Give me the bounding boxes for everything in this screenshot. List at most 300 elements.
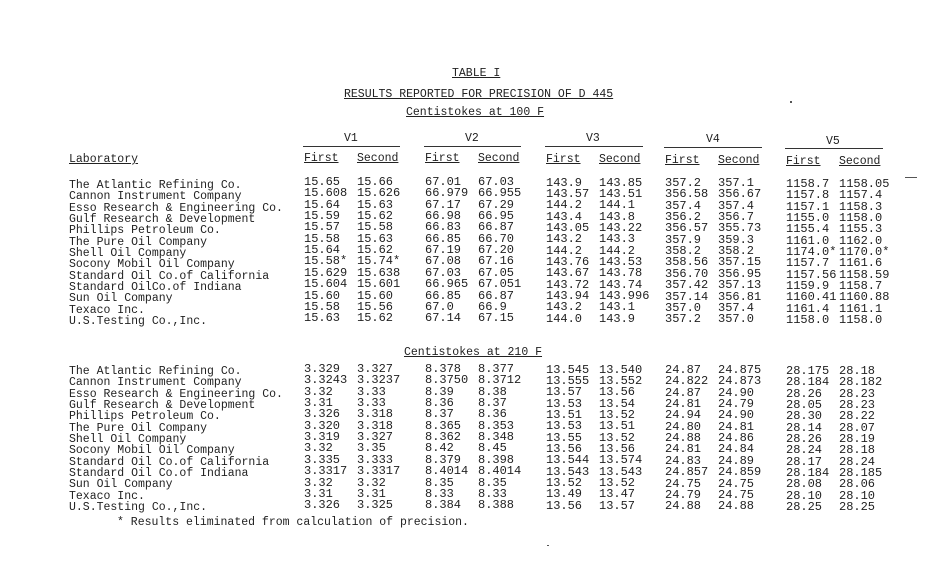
lab-name: Gulf Research & Development	[69, 213, 256, 227]
subheader-v2-first: First	[425, 152, 460, 165]
value-cell: 1158.05	[839, 176, 890, 191]
lab-name: Standard Oil Co.of Indiana	[69, 467, 249, 481]
value-cell: 3.320	[304, 418, 341, 433]
value-cell: 1157.7	[786, 256, 830, 271]
value-cell: 1162.0	[839, 233, 883, 248]
value-cell: 28.10	[786, 488, 823, 503]
lab-list-210f	[69, 366, 283, 513]
value-cell: 3.31	[304, 486, 333, 501]
value-cell: 66.965	[425, 277, 469, 292]
group-header-v1: V1	[344, 132, 358, 145]
value-cell: 13.56	[599, 385, 636, 400]
value-cell: 13.57	[599, 498, 636, 513]
value-cell: 24.90	[718, 385, 755, 400]
value-cell: 67.29	[478, 197, 515, 212]
value-cell: 28.22	[839, 409, 876, 424]
value-cell: 359.3	[718, 232, 755, 247]
value-cell: 67.19	[425, 243, 462, 258]
value-cell: 143.51	[599, 186, 643, 201]
value-cell: 66.85	[425, 288, 462, 303]
value-cell: 15.59	[304, 209, 341, 224]
value-cell: 1161.0	[786, 233, 830, 248]
value-cell: 1158.7	[786, 176, 830, 191]
subheader-v3-second: Second	[599, 153, 641, 166]
value-cell: 13.552	[599, 373, 643, 388]
value-cell: 143.57	[546, 186, 590, 201]
value-cell: 3.327	[357, 362, 394, 376]
value-cell: 357.9	[665, 232, 702, 247]
value-cell: 3.33	[357, 396, 386, 411]
lab-name: Standard Oil Co.of California	[69, 269, 270, 283]
group-rule-v1	[303, 146, 400, 147]
lab-name: Sun Oil Company	[69, 292, 173, 306]
value-cell: 3.3237	[357, 373, 401, 388]
value-cell: 13.543	[546, 464, 590, 479]
lab-name: Phillips Petroleum Co.	[69, 410, 221, 424]
value-cell: 356.58	[665, 187, 709, 202]
value-cell: 15.608	[304, 186, 348, 201]
subheader-v1-first: First	[304, 152, 339, 165]
value-cell: 3.32	[304, 384, 333, 399]
value-cell: 13.53	[546, 419, 583, 434]
value-cell: 143.4	[546, 209, 583, 224]
value-cell: 28.175	[786, 363, 830, 378]
value-cell: 24.88	[665, 431, 702, 446]
table-title: TABLE I	[452, 67, 501, 80]
value-cell: 8.42	[425, 441, 454, 456]
value-cell: 67.03	[478, 175, 515, 189]
value-cell: 144.1	[599, 198, 636, 213]
value-cell: 1155.3	[839, 222, 883, 237]
value-cell: 24.87	[665, 363, 702, 377]
value-cell: 13.52	[546, 476, 583, 491]
value-cell: 3.3317	[357, 464, 401, 479]
value-cell: 28.17	[786, 454, 823, 469]
value-cell: 144.2	[599, 243, 636, 258]
value-cell: 355.73	[718, 221, 762, 236]
value-cell: 24.84	[718, 442, 755, 457]
lab-name: Esso Research & Engineering Co.	[69, 387, 283, 401]
value-cell: 28.30	[786, 409, 823, 424]
value-cell: 67.0	[425, 299, 454, 314]
value-cell: 143.22	[599, 221, 643, 235]
value-cell: 13.57	[546, 385, 583, 400]
value-cell: 356.81	[718, 289, 762, 304]
lab-name: The Atlantic Refining Co.	[69, 179, 242, 192]
value-cell: 357.13	[718, 278, 762, 293]
value-cell: 356.57	[665, 221, 709, 236]
value-cell: 28.05	[786, 397, 823, 412]
value-cell: 143.05	[546, 221, 590, 235]
value-cell: 357.4	[665, 198, 702, 213]
value-cell: 8.384	[425, 498, 462, 513]
value-cell: 67.17	[425, 197, 462, 212]
value-cell: 15.65	[304, 175, 341, 189]
value-cell: 66.9	[478, 299, 507, 314]
value-cell: 28.24	[839, 454, 876, 469]
value-cell: 3.327	[357, 430, 394, 445]
value-cell: 1160.88	[839, 290, 890, 305]
lab-name: Socony Mobil Oil Company	[69, 444, 235, 458]
value-cell: 13.544	[546, 453, 590, 468]
value-cell: 357.4	[718, 300, 755, 315]
subheader-v2-second: Second	[478, 152, 520, 165]
value-cell: 143.1	[599, 300, 636, 315]
value-cell: 143.78	[599, 266, 643, 281]
value-cell: 28.185	[839, 465, 883, 480]
value-cell: 24.81	[665, 442, 702, 457]
value-cell: 1157.4	[839, 188, 883, 203]
value-cell: 15.62	[357, 311, 394, 326]
value-cell: 1157.8	[786, 188, 830, 203]
value-cell: 143.94	[546, 289, 590, 304]
value-cell: 8.4014	[425, 464, 469, 479]
value-cell: 143.3	[599, 232, 636, 247]
value-cell: 13.52	[599, 430, 636, 445]
value-cell: 358.2	[665, 244, 702, 259]
lab-name: Cannon Instrument Company	[69, 376, 242, 390]
value-cell: 13.49	[546, 487, 583, 502]
value-cell: 8.38	[478, 384, 507, 399]
value-cell: 13.540	[599, 362, 643, 377]
value-cell: 66.979	[425, 186, 469, 201]
value-cell: 1157.56	[786, 267, 837, 282]
value-cell: 15.58	[304, 299, 341, 314]
value-cell: 15.58	[304, 231, 341, 246]
value-cell: 143.9	[546, 175, 583, 190]
value-cell: 24.94	[665, 408, 702, 423]
value-cell: 28.23	[839, 386, 876, 401]
value-cell: 13.56	[546, 442, 583, 457]
value-cell: 13.543	[599, 464, 643, 479]
value-cell: 8.377	[478, 362, 515, 376]
subheader-v4-second: Second	[718, 154, 760, 167]
value-cell: 143.9	[599, 311, 636, 326]
value-cell: 28.08	[786, 477, 823, 492]
value-cell: 143.85	[599, 175, 643, 190]
value-cell: 8.39	[425, 384, 454, 399]
value-cell: 24.88	[718, 499, 755, 514]
value-cell: 356.2	[665, 210, 702, 225]
value-cell: 24.81	[718, 419, 755, 434]
value-cell: 13.55	[546, 430, 583, 445]
value-cell: 24.822	[665, 374, 709, 389]
value-cell: 24.75	[665, 476, 702, 491]
value-cell: 66.98	[425, 209, 462, 224]
value-cell: 13.555	[546, 373, 590, 388]
value-cell: 24.89	[718, 453, 755, 468]
lab-name: Texaco Inc.	[69, 303, 145, 317]
value-cell: 24.87	[665, 385, 702, 400]
lab-name: Shell Oil Company	[69, 247, 187, 261]
value-cell: 66.95	[478, 209, 515, 224]
value-cell: 28.18	[839, 443, 876, 458]
value-cell: 67.16	[478, 254, 515, 269]
value-cell: 24.90	[718, 408, 755, 423]
value-cell: 24.79	[718, 397, 755, 412]
value-cell: 357.15	[718, 255, 762, 270]
value-cell: 8.3712	[478, 373, 522, 388]
value-cell: 8.348	[478, 430, 515, 445]
value-cell: 357.4	[718, 198, 755, 213]
value-cell: 24.80	[665, 419, 702, 434]
value-cell: 1174.0*	[786, 244, 837, 259]
value-cell: 144.0	[546, 311, 583, 326]
value-cell: 356.95	[718, 266, 762, 281]
value-cell: 15.601	[357, 277, 401, 292]
value-cell: 3.32	[304, 441, 333, 456]
group-header-v4: V4	[706, 133, 720, 146]
value-cell: 15.64	[304, 243, 341, 258]
value-cell: 67.20	[478, 243, 515, 258]
value-cell: 3.335	[304, 452, 341, 467]
lab-name: U.S.Testing Co.,Inc.	[69, 315, 208, 329]
value-cell: 8.45	[478, 441, 507, 456]
value-cell: 13.51	[546, 408, 583, 422]
value-cell: 8.37	[478, 396, 507, 411]
value-cell: 357.2	[665, 176, 702, 190]
value-cell: 28.06	[839, 477, 876, 492]
value-cell: 15.64	[304, 197, 341, 212]
value-cell: 15.629	[304, 265, 348, 280]
value-cell: 3.318	[357, 407, 394, 422]
value-cell: 143.76	[546, 255, 590, 270]
value-cell: 15.62	[357, 243, 394, 258]
value-cell: 15.62	[357, 209, 394, 224]
value-cell: 3.319	[304, 430, 341, 445]
value-cell: 13.54	[599, 396, 636, 411]
value-cell: 15.626	[357, 186, 401, 201]
value-cell: 67.08	[425, 254, 462, 269]
value-cell: 3.326	[304, 407, 341, 422]
subheader-v5-second: Second	[839, 155, 881, 168]
value-cell: 66.70	[478, 231, 515, 246]
value-cell: 15.63	[357, 197, 394, 212]
value-cell: 1161.6	[839, 256, 883, 271]
value-cell: 13.56	[599, 442, 636, 457]
value-cell: 66.83	[425, 220, 462, 235]
value-cell: 8.35	[425, 475, 454, 490]
value-cell: 15.57	[304, 220, 341, 235]
lab-name: The Pure Oil Company	[69, 421, 208, 435]
value-cell: 67.051	[478, 277, 522, 292]
value-cell: 1161.4	[786, 301, 830, 316]
group-rule-v5	[785, 148, 883, 149]
value-cell: 66.85	[425, 231, 462, 246]
value-cell: 28.184	[786, 375, 830, 390]
value-cell: 357.1	[718, 176, 755, 190]
value-cell: 15.638	[357, 265, 401, 280]
value-cell: 67.15	[478, 311, 515, 326]
value-cell: 8.37	[425, 407, 454, 422]
value-cell: 28.14	[786, 420, 823, 435]
value-cell: 24.79	[665, 487, 702, 502]
value-cell: 15.604	[304, 277, 348, 292]
value-cell: 15.56	[357, 299, 394, 314]
value-cell: 3.333	[357, 452, 394, 467]
subheader-v1-second: Second	[357, 152, 399, 165]
value-cell: 24.873	[718, 374, 762, 389]
value-cell: 24.857	[665, 465, 709, 480]
subheader-v4-first: First	[665, 154, 700, 167]
lab-column-header: Laboratory	[69, 153, 139, 166]
value-cell: 8.388	[478, 498, 515, 513]
value-cell: 8.4014	[478, 464, 522, 479]
value-cell: 15.63	[357, 231, 394, 246]
value-cell: 24.81	[665, 397, 702, 412]
lab-name: Gulf Research & Development	[69, 399, 256, 413]
value-cell: 8.35	[478, 475, 507, 490]
value-cell: 358.2	[718, 244, 755, 259]
value-cell: 8.398	[478, 452, 515, 467]
value-cell: 28.182	[839, 375, 883, 390]
value-cell: 3.32	[304, 475, 333, 490]
value-cell: 143.2	[546, 300, 583, 315]
value-cell: 8.353	[478, 418, 515, 433]
value-cell: 8.378	[425, 362, 462, 376]
value-cell: 143.74	[599, 277, 643, 292]
group-header-v3: V3	[586, 132, 600, 145]
value-cell: 143.67	[546, 266, 590, 281]
value-cell: 8.362	[425, 430, 462, 445]
value-cell: 1157.1	[786, 199, 830, 214]
value-cell: 8.379	[425, 452, 462, 467]
lab-list-100f	[69, 180, 283, 327]
value-cell: 143.2	[546, 232, 583, 247]
lab-name: Cannon Instrument Company	[69, 190, 242, 204]
value-cell: 13.545	[546, 362, 590, 377]
value-cell: 3.318	[357, 418, 394, 433]
value-cell: 66.87	[478, 288, 515, 303]
value-cell: 144.2	[546, 243, 583, 258]
lab-name: Socony Mobil Oil Company	[69, 258, 235, 272]
value-cell: 15.58*	[304, 254, 348, 269]
value-cell: 357.42	[665, 278, 709, 293]
value-cell: 28.23	[839, 397, 876, 412]
value-cell: 3.3317	[304, 464, 348, 479]
value-cell: 28.184	[786, 465, 830, 480]
value-cell: 1161.1	[839, 301, 883, 316]
value-cell: 1155.0	[786, 210, 830, 225]
value-cell: 24.88	[665, 499, 702, 514]
value-cell: 1160.41	[786, 290, 837, 305]
value-cell: 8.36	[478, 407, 507, 422]
value-cell: 3.31	[304, 396, 333, 411]
lab-name: Shell Oil Company	[69, 433, 187, 447]
value-cell: 13.52	[599, 476, 636, 491]
value-cell: 28.24	[786, 443, 823, 458]
value-cell: 24.859	[718, 465, 762, 480]
value-cell: 1159.9	[786, 278, 830, 293]
value-cell: 3.3243	[304, 373, 348, 388]
value-cell: 1170.0*	[839, 244, 890, 259]
lab-name: U.S.Testing Co.,Inc.	[69, 501, 208, 515]
lab-name: Esso Research & Engineering Co.	[69, 201, 283, 215]
value-cell: 8.33	[425, 486, 454, 501]
subheader-v5-first: First	[786, 155, 821, 168]
value-cell: 67.14	[425, 311, 462, 326]
value-cell: 24.83	[665, 453, 702, 468]
subheader-v3-first: First	[546, 153, 581, 166]
group-header-v2: V2	[465, 132, 479, 145]
lab-name: Texaco Inc.	[69, 489, 145, 503]
section-heading-100f: Centistokes at 100 F	[406, 106, 545, 119]
value-cell: 143.72	[546, 277, 590, 292]
value-cell: 8.33	[478, 486, 507, 501]
value-cell: 66.955	[478, 186, 522, 201]
value-cell: 13.47	[599, 487, 636, 502]
lab-name: Standard Oil Co.of California	[69, 455, 270, 469]
value-cell: 357.14	[665, 289, 709, 304]
value-cell: 28.26	[786, 386, 823, 401]
value-cell: 24.75	[718, 476, 755, 491]
scan-mark	[790, 101, 792, 103]
value-cell: 67.05	[478, 265, 515, 280]
value-cell: 13.56	[546, 498, 583, 513]
value-cell: 15.58	[357, 220, 394, 235]
value-cell: 13.51	[599, 419, 636, 434]
value-cell: 13.53	[546, 396, 583, 411]
value-cell: 1158.7	[839, 278, 883, 293]
value-cell: 3.329	[304, 362, 341, 376]
value-cell: 356.67	[718, 187, 762, 202]
value-cell: 67.03	[425, 265, 462, 280]
value-cell: 356.70	[665, 266, 709, 281]
group-rule-v4	[664, 147, 762, 148]
lab-name: Sun Oil Company	[69, 478, 173, 492]
group-header-v5: V5	[826, 135, 840, 148]
lab-name: The Pure Oil Company	[69, 235, 208, 249]
value-cell: 28.25	[839, 500, 876, 514]
value-cell: 15.66	[357, 175, 394, 189]
section-heading-210f: Centistokes at 210 F	[404, 346, 543, 359]
value-cell: 28.10	[839, 488, 876, 503]
value-cell: 143.53	[599, 255, 643, 270]
value-cell: 1158.3	[839, 199, 883, 214]
value-cell: 144.2	[546, 198, 583, 213]
value-cell: 28.18	[839, 363, 876, 378]
value-cell: 3.35	[357, 441, 386, 456]
value-cell: 357.0	[665, 300, 702, 315]
value-cell: 28.07	[839, 420, 876, 435]
lab-name: Standard OilCo.of Indiana	[69, 281, 242, 295]
value-cell: 24.875	[718, 363, 762, 377]
value-cell: 24.86	[718, 431, 755, 446]
footnote: * Results eliminated from calculation of precision.	[117, 516, 469, 529]
value-cell: 143.8	[599, 209, 636, 224]
value-cell: 13.52	[599, 408, 636, 422]
value-cell: 1155.4	[786, 222, 830, 237]
group-rule-v3	[545, 146, 643, 147]
value-cell: 1158.59	[839, 267, 890, 282]
value-cell: 24.75	[718, 487, 755, 502]
value-cell: 3.326	[304, 498, 341, 513]
lab-name: The Atlantic Refining Co.	[69, 365, 242, 378]
value-cell: 357.0	[718, 312, 755, 327]
table-subtitle: RESULTS REPORTED FOR PRECISION OF D 445	[344, 88, 614, 101]
scan-mark	[547, 545, 549, 546]
value-cell: 8.3750	[425, 373, 469, 388]
value-cell: 15.60	[304, 288, 341, 303]
value-cell: 28.19	[839, 431, 876, 446]
lab-name: Phillips Petroleum Co.	[69, 224, 221, 238]
value-cell: 28.25	[786, 500, 823, 514]
value-cell: 356.7	[718, 210, 755, 225]
value-cell: 3.31	[357, 486, 386, 501]
value-cell: 3.33	[357, 384, 386, 399]
group-rule-v2	[424, 146, 521, 147]
value-cell: 143.996	[599, 289, 650, 304]
